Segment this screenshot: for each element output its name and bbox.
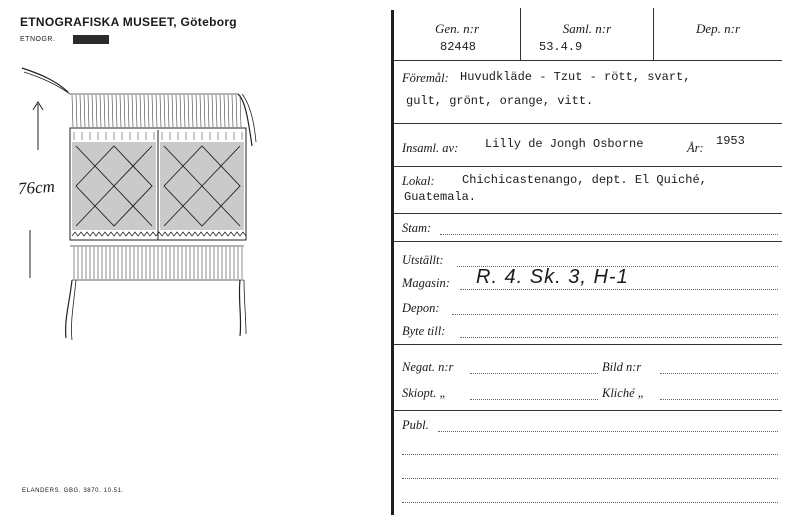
skiopt-dotted-line <box>470 399 598 400</box>
publ-label: Publ. <box>402 418 429 432</box>
department-label: ETNOGR. <box>20 36 56 43</box>
measurement-note: 76cm <box>17 176 56 199</box>
magasin-handwritten-value: R. 4. Sk. 3, H-1 <box>476 266 629 288</box>
publ-dotted-line <box>402 502 778 503</box>
section-rule <box>394 241 782 242</box>
foremal-field <box>402 71 782 89</box>
publ-dotted-line <box>402 454 778 455</box>
depon-field <box>402 301 782 319</box>
section-rule <box>394 213 782 214</box>
section-rule <box>394 410 782 411</box>
byte-field <box>402 324 782 342</box>
lokal-line-2: Guatemala. <box>404 190 477 204</box>
gen-number-label: Gen. n:r <box>434 21 480 36</box>
lokal-field-continued <box>402 190 782 208</box>
printer-imprint: ELANDERS. GBG. 3870. 10.51. <box>22 488 124 494</box>
insaml-value: Lilly de Jongh Osborne <box>485 137 644 151</box>
byte-dotted-line <box>460 337 778 338</box>
stam-field <box>402 221 782 239</box>
catalog-card <box>394 8 786 513</box>
foremal-field-continued <box>402 94 782 112</box>
byte-label: Byte till: <box>402 324 446 338</box>
skiopt-field <box>402 386 782 404</box>
number-row <box>394 8 782 61</box>
magasin-dotted-line <box>460 289 778 290</box>
foremal-line-2: gult, grönt, orange, vitt. <box>406 94 594 108</box>
section-rule <box>394 166 782 167</box>
gen-number-value: 82448 <box>440 40 477 54</box>
lokal-line-1: Chichicastenango, dept. El Quiché, <box>462 173 707 187</box>
publ-dotted-line <box>402 478 778 479</box>
foremal-line-1: Huvudkläde - Tzut - rött, svart, <box>460 70 691 84</box>
publ-dotted-line <box>438 431 778 432</box>
skiopt-label: Skiopt. „ <box>402 386 447 400</box>
publ-field <box>402 418 782 436</box>
bild-label: Bild n:r <box>602 360 642 374</box>
insaml-label: Insaml. av: <box>402 141 459 155</box>
insaml-field <box>402 134 782 159</box>
left-panel <box>0 0 392 521</box>
negat-field <box>402 360 782 378</box>
saml-number-cell <box>521 8 653 60</box>
ar-label: År: <box>687 141 704 155</box>
section-rule <box>394 123 782 124</box>
dep-number-cell <box>654 8 782 60</box>
gen-number-cell <box>394 8 520 60</box>
bild-dotted-line <box>660 373 778 374</box>
lokal-label: Lokal: <box>402 174 435 188</box>
magasin-field <box>402 266 782 294</box>
museum-title: ETNOGRAFISKA MUSEET, Göteborg <box>20 15 237 29</box>
kliche-label: Kliché „ <box>602 386 645 400</box>
saml-number-value: 53.4.9 <box>539 40 583 54</box>
section-rule <box>394 344 782 345</box>
ar-value: 1953 <box>716 134 745 148</box>
textile-drawing <box>0 0 392 521</box>
magasin-label: Magasin: <box>402 276 450 290</box>
negat-dotted-line <box>470 373 598 374</box>
stam-label: Stam: <box>402 221 432 235</box>
utstallt-label: Utställt: <box>402 253 444 267</box>
saml-number-label: Saml. n:r <box>562 21 612 36</box>
kliche-dotted-line <box>660 399 778 400</box>
depon-label: Depon: <box>402 301 440 315</box>
negat-label: Negat. n:r <box>402 360 454 374</box>
stam-dotted-line <box>440 234 778 235</box>
dep-number-label: Dep. n:r <box>695 21 741 36</box>
foremal-label: Föremål: <box>402 71 449 85</box>
depon-dotted-line <box>452 314 778 315</box>
